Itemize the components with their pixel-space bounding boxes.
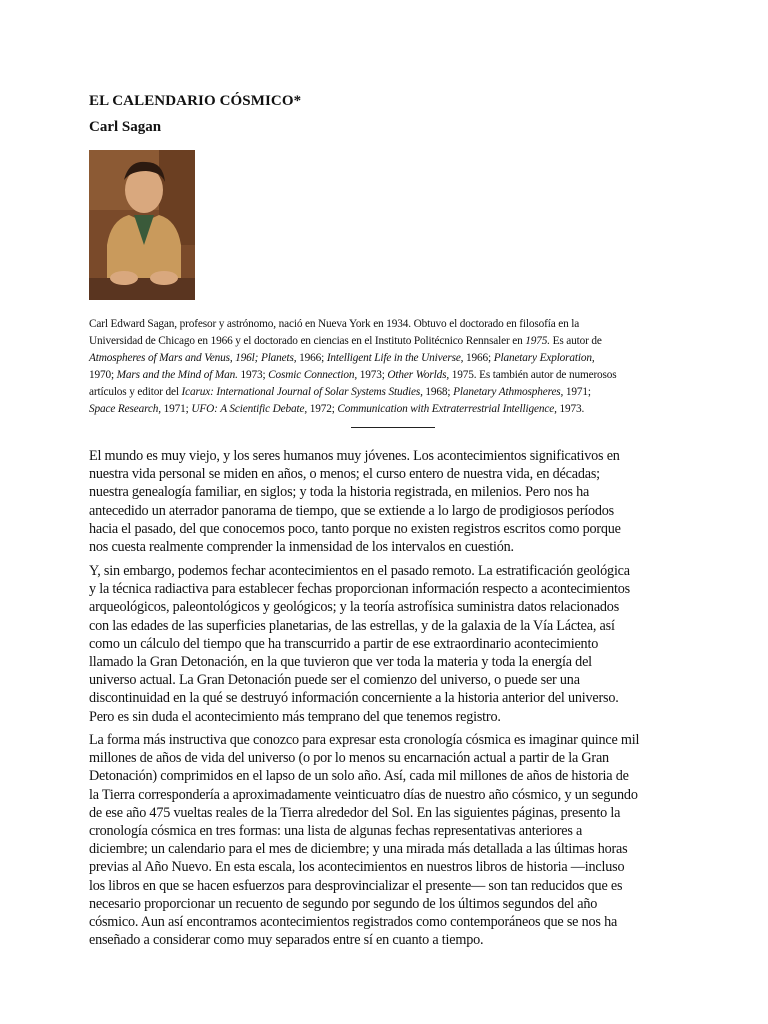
bio-text: 1972; — [307, 403, 338, 415]
paragraph-line: universo actual. La Gran Detonación puede ser el comienzo del universo, o puede ser una — [89, 672, 580, 689]
bio-italic-text: Other Worlds, — [387, 369, 450, 381]
bio-text: 1973; — [237, 369, 269, 381]
bio-line — [89, 401, 701, 418]
paragraph-line: y la técnica radiactiva para establecer fechas proporcionan información respecto a acontecimientos — [89, 581, 630, 598]
paragraph-line: antecedido un aterrador panorama de tiempo, que se extiende a lo largo de prodigiosos períodos — [89, 502, 615, 519]
bio-text: 1975. Es también autor de numerosos — [449, 369, 617, 381]
paragraph-line: previas al Año Nuevo. En esta escala, los acontecimientos en nuestros libros de historia —incluso — [89, 859, 625, 876]
bio-text: 1971; — [563, 386, 591, 398]
bio-text: 1971; — [161, 403, 192, 415]
paragraph-line: cronología cósmica en tres formas: una lista de algunas fechas representativas anteriores a — [89, 823, 583, 840]
bio-italic-text: Communication with Extraterrestrial Intelligence, — [337, 403, 557, 415]
bio-text: Es autor de — [549, 335, 602, 347]
paragraph-line: nuestra genealogía familiar, en siglos; y toda la historia registrada, en milenios. Pero nos ha — [89, 484, 590, 501]
bio-line — [89, 384, 701, 401]
bio-text: artículos y editor del — [89, 386, 182, 398]
paragraph-line: La forma más instructiva que conozco para expresar esta cronología cósmica es imaginar quince mil — [89, 732, 640, 748]
bio-italic-text: Mars and the Mind of Man. — [116, 369, 238, 381]
paragraph-3 — [89, 731, 701, 949]
bio-italic-text: Icarux: International Journal of Solar Systems Studies, — [181, 386, 423, 398]
bio-italic-text: Planetary Athmospheres, — [453, 386, 564, 398]
paragraph-line: de ese año 475 vueltas reales de la Tierra alrededor del Sol. En las siguientes páginas, presento la — [89, 804, 621, 821]
paragraph-line: como un cálculo del tiempo que ha transcurrido a partir de ese extraordinario acontecimiento — [89, 635, 599, 652]
paragraph-line: diciembre; un calendario para el mes de diciembre; y una mirada más detallada a las últimas horas — [89, 841, 628, 858]
bio-italic-text: 1975. — [525, 335, 550, 347]
paragraph-line: millones de años de vida del universo (o por lo menos su encarnación actual a partir de la Gran — [89, 750, 609, 767]
paragraph-line: El mundo es muy viejo, y los seres humanos muy jóvenes. Los acontecimientos significativos en — [89, 448, 620, 464]
paragraph-line: Detonación) comprimidos en el lapso de un solo año. Así, cada mil millones de años de historia de — [89, 768, 629, 785]
paragraph-line: la Tierra correspondería a aproximadamente veinticuatro días de nuestro año cósmico, y un segundo — [89, 786, 638, 803]
document-title: EL CALENDARIO CÓSMICO* — [89, 93, 302, 109]
bio-text: 1968; — [422, 386, 454, 398]
paragraph-line: arqueológicos, paleontológicos y geológicos; y la teoría astrofísica suministra datos relacionados — [89, 599, 620, 616]
paragraph-line: los libros en que se hacen esfuerzos para desprovincializar el presente— son tan reducidos que es — [89, 877, 623, 894]
paragraph-line: nuestra vida personal se miden en años, o menos; el curso entero de nuestra vida, en décadas; — [89, 466, 600, 483]
paragraph-1 — [89, 447, 701, 556]
bio-italic-text: UFO: A Scientific Debate, — [191, 403, 308, 415]
paragraph-line: Pero es sin duda el acontecimiento más temprano del que tenemos registro. — [89, 708, 501, 725]
bio-text: 1966; — [296, 352, 327, 364]
bio-text: Universidad de Chicago en 1966 y el doctorado en ciencias en el Instituto Politécnico Rennsaler en — [89, 335, 526, 347]
bio-text: 1966; — [463, 352, 494, 364]
author-bio — [89, 316, 701, 418]
paragraph-line: hacia el pasado, del que conocemos poco, tanto porque no existen registros escritos como porque — [89, 520, 621, 537]
bio-text: 1973; — [357, 369, 388, 381]
paragraph-2 — [89, 562, 701, 726]
paragraph-line: con las edades de las superficies planetarias, de las estrellas, y de la galaxia de la Vía Láctea, así — [89, 617, 615, 634]
author-photo — [89, 150, 195, 300]
bio-line — [89, 316, 701, 333]
bio-italic-text: Planetary Exploration, — [493, 352, 595, 364]
bio-italic-text: Space Research, — [89, 403, 161, 415]
bio-text: 1973. — [556, 403, 585, 415]
paragraph-line: discontinuidad en la qué se destruyó información concerniente a la historia anterior del universo. — [89, 690, 619, 707]
paragraph-line: necesario proporcionar un recuento de segundo por segundo de los últimos segundos del año — [89, 895, 598, 912]
bio-italic-text: Atmospheres of Mars and Venus, 196l; Planets, — [89, 352, 297, 364]
bio-italic-text: Intelligent Life in the Universe, — [326, 352, 464, 364]
paragraph-line: llamado la Gran Detonación, en la que tuvieron que ver toda la materia y toda la energía del — [89, 654, 592, 671]
document-author: Carl Sagan — [89, 119, 162, 135]
bio-line — [89, 333, 701, 350]
paragraph-line: enseñado a considerar como muy separados entre sí en cuanto a tiempo. — [89, 932, 484, 949]
bio-text: 1970; — [89, 369, 117, 381]
bio-line — [89, 367, 701, 384]
bio-italic-text: Cosmic Connection, — [268, 369, 358, 381]
section-divider — [351, 427, 435, 428]
paragraph-line: cósmico. Aun así encontramos acontecimientos registrados como contemporáneos que se nos ha — [89, 914, 618, 931]
paragraph-line: nos cuesta realmente comprender la inmensidad de los intervalos en cuestión. — [89, 539, 514, 556]
paragraph-line: Y, sin embargo, podemos fechar acontecimientos en el pasado remoto. La estratificación geológica — [89, 563, 630, 579]
bio-line — [89, 350, 701, 367]
bio-text: Carl Edward Sagan, profesor y astrónomo, nació en Nueva York en 1934. Obtuvo el doctorado en filosofía en la — [89, 318, 580, 330]
